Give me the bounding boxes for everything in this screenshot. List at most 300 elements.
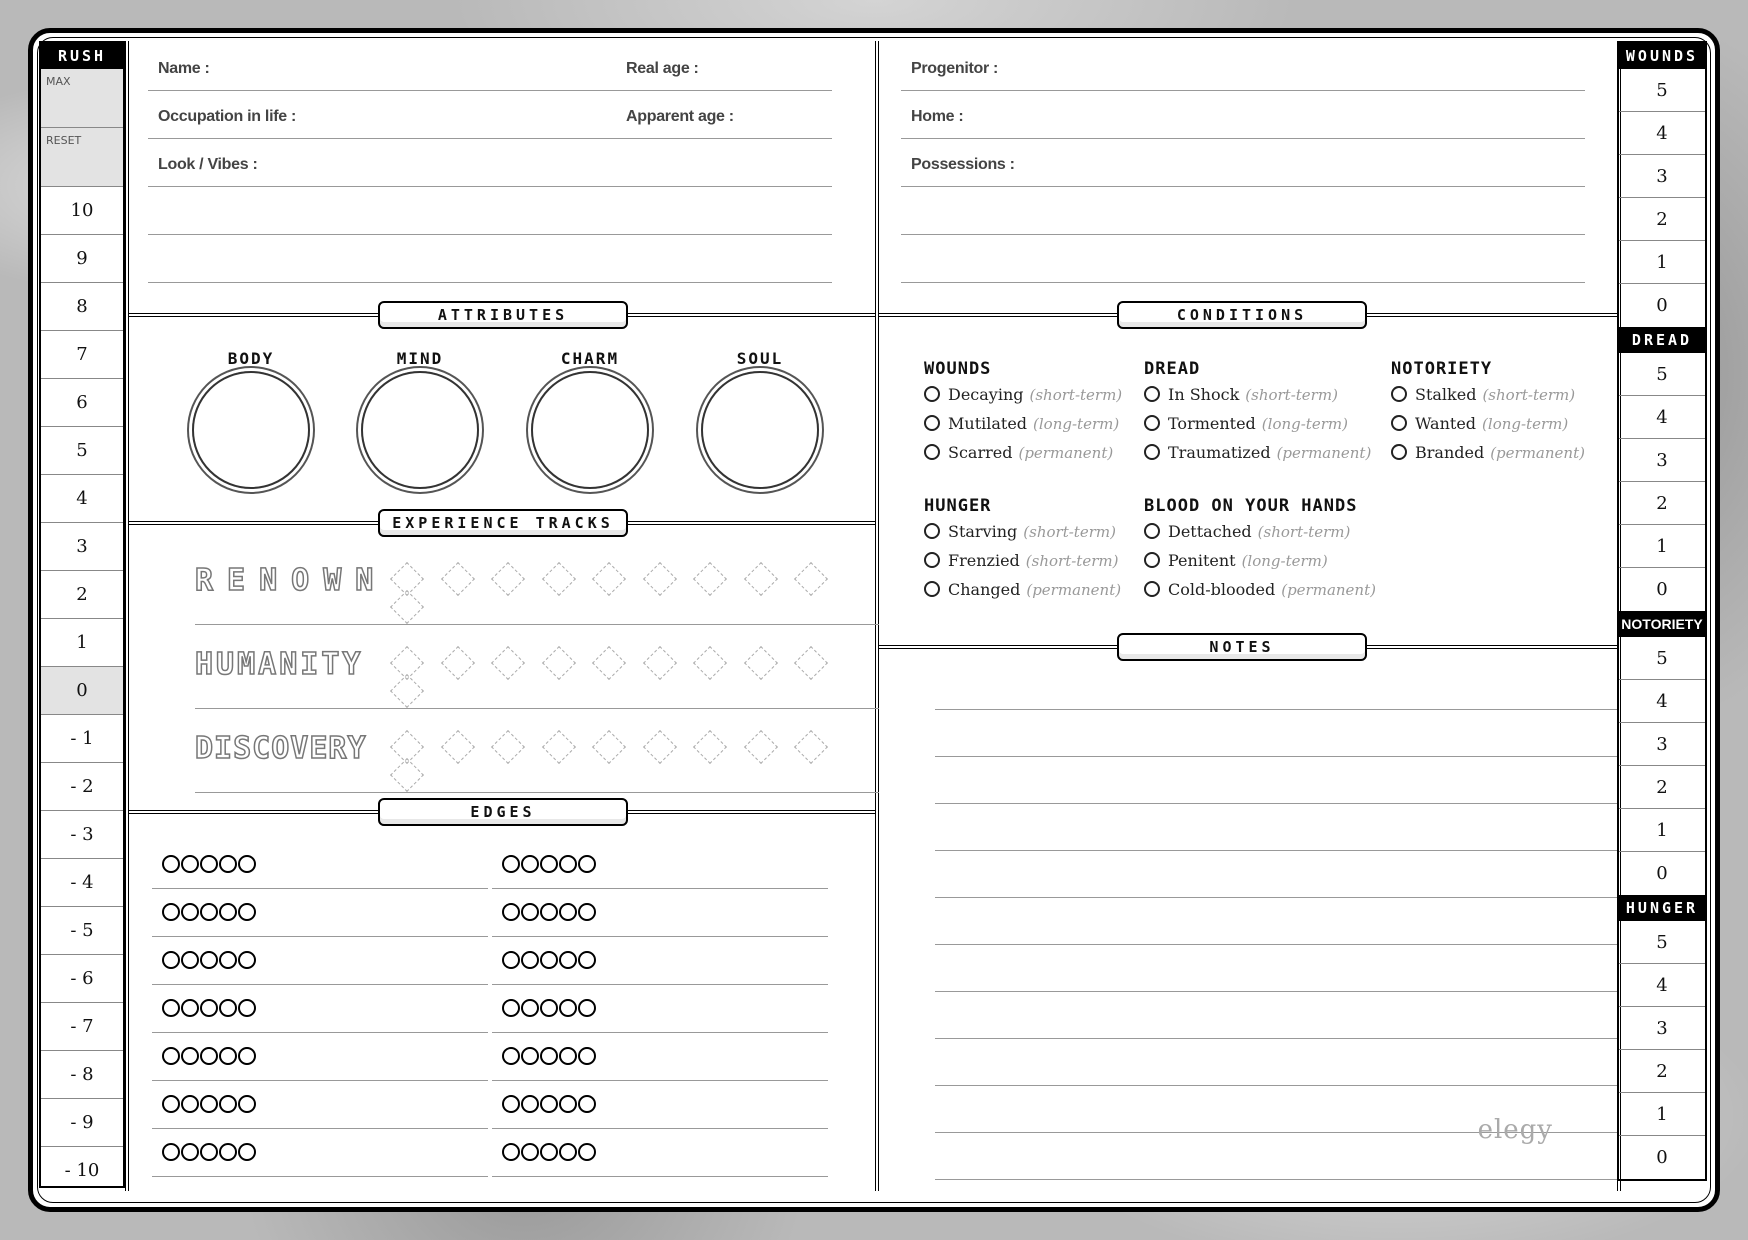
condition-term: (short-term): [1029, 386, 1123, 404]
xp-diamond[interactable]: [542, 562, 576, 596]
edge-dot[interactable]: [238, 999, 256, 1017]
edge-dots: [162, 855, 257, 877]
edge-dot[interactable]: [238, 1047, 256, 1065]
condition-checkbox[interactable]: [1144, 523, 1160, 539]
xp-diamond[interactable]: [693, 730, 727, 764]
rush-cell[interactable]: 5: [41, 427, 123, 475]
edge-dot[interactable]: [559, 1095, 577, 1113]
edge-row[interactable]: [152, 1081, 488, 1129]
condition-item[interactable]: [924, 414, 1122, 443]
edge-dot[interactable]: [502, 855, 520, 873]
condition-name: Traumatized: [1168, 443, 1271, 462]
condition-item[interactable]: [924, 443, 1122, 472]
condition-item[interactable]: [1391, 443, 1585, 472]
edge-dot[interactable]: [181, 1047, 199, 1065]
progenitor-label: Progenitor :: [911, 60, 999, 77]
edge-dot[interactable]: [559, 1143, 577, 1161]
xp-track-humanity: [195, 627, 879, 709]
edge-dot[interactable]: [181, 1143, 199, 1161]
attribute-body[interactable]: [191, 349, 311, 489]
identity-right: [901, 43, 1601, 283]
rush-max-label: MAX: [46, 75, 71, 88]
rush-cell[interactable]: 3: [41, 523, 123, 571]
rush-cell[interactable]: 2: [41, 571, 123, 619]
condition-group-wounds: [924, 359, 1122, 472]
track-title: NOTORIETY: [1619, 611, 1705, 637]
character-sheet: [28, 28, 1720, 1212]
edge-dot[interactable]: [521, 903, 539, 921]
edge-dots: [502, 1047, 597, 1069]
look-extra-row-1[interactable]: [148, 187, 832, 235]
condition-name: Branded: [1415, 443, 1485, 462]
track-cell[interactable]: 4: [1619, 680, 1705, 723]
xp-diamond[interactable]: [542, 646, 576, 680]
attribute-charm[interactable]: [530, 349, 650, 489]
identity-left: [148, 43, 874, 283]
edge-dots: [162, 999, 257, 1021]
condition-term: (long-term): [1261, 415, 1348, 433]
rush-max-box[interactable]: [41, 69, 123, 128]
edge-dot[interactable]: [502, 1047, 520, 1065]
attribute-circle[interactable]: [701, 371, 819, 489]
track-cell[interactable]: 3: [1619, 723, 1705, 766]
edge-dot[interactable]: [559, 951, 577, 969]
condition-name: Mutilated: [948, 414, 1028, 433]
xp-track-label: HUMANITY: [195, 647, 364, 682]
edge-row[interactable]: [492, 985, 828, 1033]
xp-diamond[interactable]: [390, 590, 424, 624]
rush-cell[interactable]: 4: [41, 475, 123, 523]
edge-dots: [502, 999, 597, 1021]
xp-diamond[interactable]: [390, 674, 424, 708]
condition-checkbox[interactable]: [924, 552, 940, 568]
xp-diamond[interactable]: [794, 646, 828, 680]
name-row[interactable]: [148, 43, 832, 91]
xp-diamond[interactable]: [643, 646, 677, 680]
attribute-circle[interactable]: [531, 371, 649, 489]
edge-row[interactable]: [492, 1033, 828, 1081]
rush-cell[interactable]: - 8: [41, 1051, 123, 1099]
xp-diamond[interactable]: [643, 730, 677, 764]
edge-row[interactable]: [152, 1129, 488, 1177]
edge-dot[interactable]: [238, 1095, 256, 1113]
edge-dot[interactable]: [219, 951, 237, 969]
edge-dot[interactable]: [219, 1047, 237, 1065]
xp-diamond[interactable]: [693, 646, 727, 680]
edge-dot[interactable]: [181, 903, 199, 921]
condition-item[interactable]: [1144, 580, 1376, 609]
edge-dot[interactable]: [559, 999, 577, 1017]
condition-term: (permanent): [1018, 444, 1114, 462]
edge-row[interactable]: [152, 985, 488, 1033]
edge-dot[interactable]: [162, 1095, 180, 1113]
condition-term: (permanent): [1490, 444, 1585, 462]
edge-row[interactable]: [492, 1081, 828, 1129]
track-cell[interactable]: 4: [1619, 396, 1705, 439]
track-cell[interactable]: 3: [1619, 155, 1705, 198]
xp-diamond[interactable]: [744, 562, 778, 596]
track-cell[interactable]: 2: [1619, 766, 1705, 809]
xp-diamond[interactable]: [744, 646, 778, 680]
condition-group-title: WOUNDS: [924, 359, 992, 379]
edge-dot[interactable]: [521, 1095, 539, 1113]
rush-track: [39, 41, 125, 1188]
rush-cell[interactable]: 0: [41, 667, 123, 715]
edge-dot[interactable]: [521, 999, 539, 1017]
rush-cell[interactable]: - 2: [41, 763, 123, 811]
edge-dot[interactable]: [502, 951, 520, 969]
condition-item[interactable]: [1144, 443, 1371, 472]
condition-group-hunger: [924, 496, 1121, 609]
edge-dot[interactable]: [521, 1047, 539, 1065]
edge-dot[interactable]: [578, 1143, 596, 1161]
rush-cell[interactable]: 9: [41, 235, 123, 283]
divider-left: [125, 41, 129, 1191]
track-cell[interactable]: 5: [1619, 353, 1705, 396]
xp-diamond[interactable]: [390, 758, 424, 792]
edge-row[interactable]: [152, 889, 488, 937]
edge-dot[interactable]: [540, 1047, 558, 1065]
condition-term: (short-term): [1245, 386, 1338, 404]
real-age-label: Real age :: [626, 60, 699, 77]
rush-cell[interactable]: 10: [41, 187, 123, 235]
edge-dot[interactable]: [219, 1143, 237, 1161]
edge-dot[interactable]: [502, 1095, 520, 1113]
condition-name: Wanted: [1415, 414, 1477, 433]
track-cell[interactable]: 5: [1619, 921, 1705, 964]
rush-cell[interactable]: 7: [41, 331, 123, 379]
condition-name: Tormented: [1168, 414, 1256, 433]
condition-checkbox[interactable]: [1391, 415, 1407, 431]
condition-term: (long-term): [1241, 552, 1328, 570]
rush-cell[interactable]: 8: [41, 283, 123, 331]
track-cell[interactable]: 1: [1619, 525, 1705, 568]
edge-row[interactable]: [152, 841, 488, 889]
condition-group-title: DREAD: [1144, 359, 1201, 379]
rush-cell[interactable]: - 5: [41, 907, 123, 955]
rush-cell[interactable]: - 10: [64, 1160, 100, 1181]
edge-dot[interactable]: [540, 999, 558, 1017]
xp-diamond[interactable]: [693, 562, 727, 596]
possessions-extra-row-1[interactable]: [901, 187, 1585, 235]
home-row[interactable]: [901, 91, 1585, 139]
condition-term: (short-term): [1482, 386, 1576, 404]
xp-diamond[interactable]: [794, 562, 828, 596]
condition-term: (short-term): [1023, 523, 1116, 541]
occupation-label: Occupation in life :: [158, 108, 297, 125]
elegy-logo: elegy: [1477, 1115, 1553, 1145]
edge-dots: [502, 903, 597, 925]
rush-reset-box[interactable]: [41, 128, 123, 187]
rush-cell[interactable]: - 7: [41, 1003, 123, 1051]
condition-item[interactable]: [1144, 551, 1376, 580]
rush-cell[interactable]: 6: [41, 379, 123, 427]
track-cell[interactable]: 3: [1619, 439, 1705, 482]
edge-dot[interactable]: [238, 1143, 256, 1161]
experience-title: EXPERIENCE TRACKS: [378, 509, 628, 537]
edge-row[interactable]: [492, 841, 828, 889]
right-track-groups: [1619, 43, 1705, 1179]
xp-diamonds[interactable]: [395, 567, 879, 623]
condition-item[interactable]: [1391, 385, 1585, 414]
xp-track-label: RENOWN: [195, 563, 388, 598]
look-extra-row-2[interactable]: [148, 235, 832, 283]
edge-dot[interactable]: [578, 903, 596, 921]
edge-dot[interactable]: [181, 855, 199, 873]
edge-dot[interactable]: [162, 903, 180, 921]
xp-diamond[interactable]: [441, 730, 475, 764]
rush-cell[interactable]: - 3: [41, 811, 123, 859]
right-tracks: [1617, 41, 1707, 1181]
condition-checkbox[interactable]: [1144, 415, 1160, 431]
xp-diamond[interactable]: [592, 730, 626, 764]
attribute-circle[interactable]: [361, 371, 479, 489]
track-cell[interactable]: 2: [1619, 1050, 1705, 1093]
edge-dots: [162, 1047, 257, 1069]
notes-line[interactable]: [935, 850, 1617, 851]
xp-diamond[interactable]: [794, 730, 828, 764]
occupation-row[interactable]: [148, 91, 832, 139]
xp-diamond[interactable]: [441, 562, 475, 596]
edge-dot[interactable]: [578, 951, 596, 969]
edge-row[interactable]: [152, 1033, 488, 1081]
edge-row[interactable]: [492, 1129, 828, 1177]
notes-line[interactable]: [935, 709, 1617, 710]
edge-dot[interactable]: [238, 903, 256, 921]
rush-cell[interactable]: - 9: [41, 1099, 123, 1147]
track-cell[interactable]: 4: [1619, 112, 1705, 155]
edge-dot[interactable]: [521, 951, 539, 969]
edge-dot[interactable]: [540, 1143, 558, 1161]
edge-dots: [502, 1143, 597, 1165]
edge-dot[interactable]: [559, 855, 577, 873]
edge-dot[interactable]: [181, 999, 199, 1017]
edge-dot[interactable]: [200, 999, 218, 1017]
track-cell[interactable]: 0: [1656, 579, 1668, 600]
condition-item[interactable]: [924, 551, 1121, 580]
condition-name: Frenzied: [948, 551, 1020, 570]
xp-diamond[interactable]: [491, 562, 525, 596]
track-cell[interactable]: 5: [1619, 637, 1705, 680]
edge-dot[interactable]: [219, 1095, 237, 1113]
attribute-label: SOUL: [736, 349, 784, 368]
edge-dot[interactable]: [219, 999, 237, 1017]
condition-checkbox[interactable]: [1391, 444, 1407, 460]
condition-checkbox[interactable]: [924, 386, 940, 402]
edge-row[interactable]: [492, 889, 828, 937]
xp-diamond[interactable]: [643, 562, 677, 596]
condition-term: (permanent): [1276, 444, 1372, 462]
xp-diamond[interactable]: [441, 646, 475, 680]
edge-dot[interactable]: [219, 855, 237, 873]
condition-checkbox[interactable]: [1144, 552, 1160, 568]
edge-dot[interactable]: [578, 1095, 596, 1113]
edge-dots: [502, 951, 597, 973]
notes-line[interactable]: [935, 803, 1617, 804]
edge-row[interactable]: [152, 937, 488, 985]
rush-cell[interactable]: - 1: [41, 715, 123, 763]
condition-item[interactable]: [924, 522, 1121, 551]
possessions-extra-row-2[interactable]: [901, 235, 1585, 283]
edge-dot[interactable]: [162, 1143, 180, 1161]
attributes-title: ATTRIBUTES: [378, 301, 628, 329]
notes-title: NOTES: [1117, 633, 1367, 661]
edge-dot[interactable]: [238, 855, 256, 873]
xp-track-label: DISCOVERY: [195, 731, 367, 766]
look-label: Look / Vibes :: [158, 156, 258, 173]
condition-item[interactable]: [1144, 385, 1371, 414]
edge-dot[interactable]: [559, 1047, 577, 1065]
conditions-title: CONDITIONS: [1117, 301, 1367, 329]
track-cell[interactable]: 1: [1619, 809, 1705, 852]
condition-checkbox[interactable]: [924, 444, 940, 460]
track-cell[interactable]: 2: [1619, 198, 1705, 241]
edge-dot[interactable]: [219, 903, 237, 921]
edge-dot[interactable]: [521, 855, 539, 873]
edge-dot[interactable]: [162, 855, 180, 873]
edge-dot[interactable]: [540, 1095, 558, 1113]
condition-group-title: HUNGER: [924, 496, 992, 516]
condition-group-blood-on-your-hands: [1144, 496, 1376, 609]
rush-title: RUSH: [41, 43, 123, 69]
edge-dots: [162, 951, 257, 973]
rush-cell[interactable]: - 6: [41, 955, 123, 1003]
notes-line[interactable]: [935, 991, 1617, 992]
condition-name: Decaying: [948, 385, 1024, 404]
track-cell[interactable]: 2: [1619, 482, 1705, 525]
rush-cell[interactable]: 1: [41, 619, 123, 667]
edge-dots: [162, 1143, 257, 1165]
edge-dot[interactable]: [181, 951, 199, 969]
condition-term: (permanent): [1281, 581, 1376, 599]
condition-group-title: BLOOD ON YOUR HANDS: [1144, 496, 1358, 516]
edge-dot[interactable]: [238, 951, 256, 969]
condition-item[interactable]: [1144, 522, 1376, 551]
edge-dot[interactable]: [521, 1143, 539, 1161]
condition-item[interactable]: [1391, 414, 1585, 443]
progenitor-row[interactable]: [901, 43, 1585, 91]
notes-line[interactable]: [935, 944, 1617, 945]
track-cell[interactable]: 5: [1619, 69, 1705, 112]
edge-dot[interactable]: [502, 1143, 520, 1161]
xp-diamond[interactable]: [542, 730, 576, 764]
condition-term: (short-term): [1257, 523, 1351, 541]
track-cell[interactable]: 4: [1619, 964, 1705, 1007]
edge-dots: [502, 855, 597, 877]
track-cell[interactable]: 0: [1656, 863, 1668, 884]
track-title: HUNGER: [1619, 895, 1705, 921]
edge-dot[interactable]: [502, 903, 520, 921]
edge-dot[interactable]: [162, 951, 180, 969]
condition-group-notoriety: [1391, 359, 1585, 472]
possessions-row[interactable]: [901, 139, 1585, 187]
edge-dot[interactable]: [540, 903, 558, 921]
notes-line[interactable]: [935, 1085, 1617, 1086]
edge-dot[interactable]: [162, 1047, 180, 1065]
edge-dot[interactable]: [200, 1047, 218, 1065]
xp-diamond[interactable]: [491, 646, 525, 680]
xp-diamonds[interactable]: [395, 651, 879, 707]
track-title: WOUNDS: [1619, 43, 1705, 69]
edge-dot[interactable]: [200, 951, 218, 969]
condition-checkbox[interactable]: [924, 415, 940, 431]
rush-cell[interactable]: - 4: [41, 859, 123, 907]
condition-name: Dettached: [1168, 522, 1252, 541]
xp-diamond[interactable]: [491, 730, 525, 764]
edge-dot[interactable]: [502, 999, 520, 1017]
condition-term: (short-term): [1025, 552, 1119, 570]
condition-name: Changed: [948, 580, 1021, 599]
condition-group-title: NOTORIETY: [1391, 359, 1493, 379]
notes-line[interactable]: [935, 1038, 1617, 1039]
edges-title: EDGES: [378, 798, 628, 826]
condition-term: (long-term): [1482, 415, 1569, 433]
condition-name: Penitent: [1168, 551, 1236, 570]
attribute-label: MIND: [396, 349, 444, 368]
edge-dot[interactable]: [181, 1095, 199, 1113]
track-cell[interactable]: 1: [1619, 1093, 1705, 1136]
condition-name: Cold-blooded: [1168, 580, 1276, 599]
edge-dot[interactable]: [200, 1143, 218, 1161]
name-label: Name :: [158, 60, 210, 77]
condition-checkbox[interactable]: [1144, 386, 1160, 402]
attribute-circle[interactable]: [192, 371, 310, 489]
edge-dot[interactable]: [559, 903, 577, 921]
edge-dot[interactable]: [578, 1047, 596, 1065]
edge-dot[interactable]: [200, 1095, 218, 1113]
edge-dot[interactable]: [578, 855, 596, 873]
condition-name: Starving: [948, 522, 1018, 541]
xp-diamond[interactable]: [592, 646, 626, 680]
attribute-label: BODY: [227, 349, 275, 368]
condition-checkbox[interactable]: [1144, 581, 1160, 597]
possessions-label: Possessions :: [911, 156, 1015, 173]
attribute-soul[interactable]: [700, 349, 820, 489]
look-row[interactable]: [148, 139, 832, 187]
condition-checkbox[interactable]: [1144, 444, 1160, 460]
track-cell[interactable]: 1: [1619, 241, 1705, 284]
condition-item[interactable]: [1144, 414, 1371, 443]
notes-line[interactable]: [935, 756, 1617, 757]
xp-diamonds[interactable]: [395, 735, 879, 791]
condition-name: Stalked: [1415, 385, 1477, 404]
edge-dot[interactable]: [200, 903, 218, 921]
xp-diamond[interactable]: [592, 562, 626, 596]
attribute-mind[interactable]: [360, 349, 480, 489]
condition-checkbox[interactable]: [924, 523, 940, 539]
edge-dot[interactable]: [540, 951, 558, 969]
rush-reset-label: RESET: [46, 134, 82, 147]
condition-checkbox[interactable]: [924, 581, 940, 597]
edge-dot[interactable]: [200, 855, 218, 873]
rush-cells: [41, 187, 123, 1195]
xp-diamond[interactable]: [744, 730, 778, 764]
condition-checkbox[interactable]: [1391, 386, 1407, 402]
edge-row[interactable]: [492, 937, 828, 985]
track-cell[interactable]: 0: [1656, 1147, 1668, 1168]
notes-line[interactable]: [935, 897, 1617, 898]
edge-dot[interactable]: [578, 999, 596, 1017]
condition-item[interactable]: [924, 385, 1122, 414]
edge-dot[interactable]: [540, 855, 558, 873]
condition-item[interactable]: [924, 580, 1121, 609]
edge-dot[interactable]: [162, 999, 180, 1017]
track-cell[interactable]: 3: [1619, 1007, 1705, 1050]
edge-dots: [162, 903, 257, 925]
notes-line[interactable]: [935, 1179, 1617, 1180]
track-cell[interactable]: 0: [1656, 295, 1668, 316]
edge-dots: [502, 1095, 597, 1117]
